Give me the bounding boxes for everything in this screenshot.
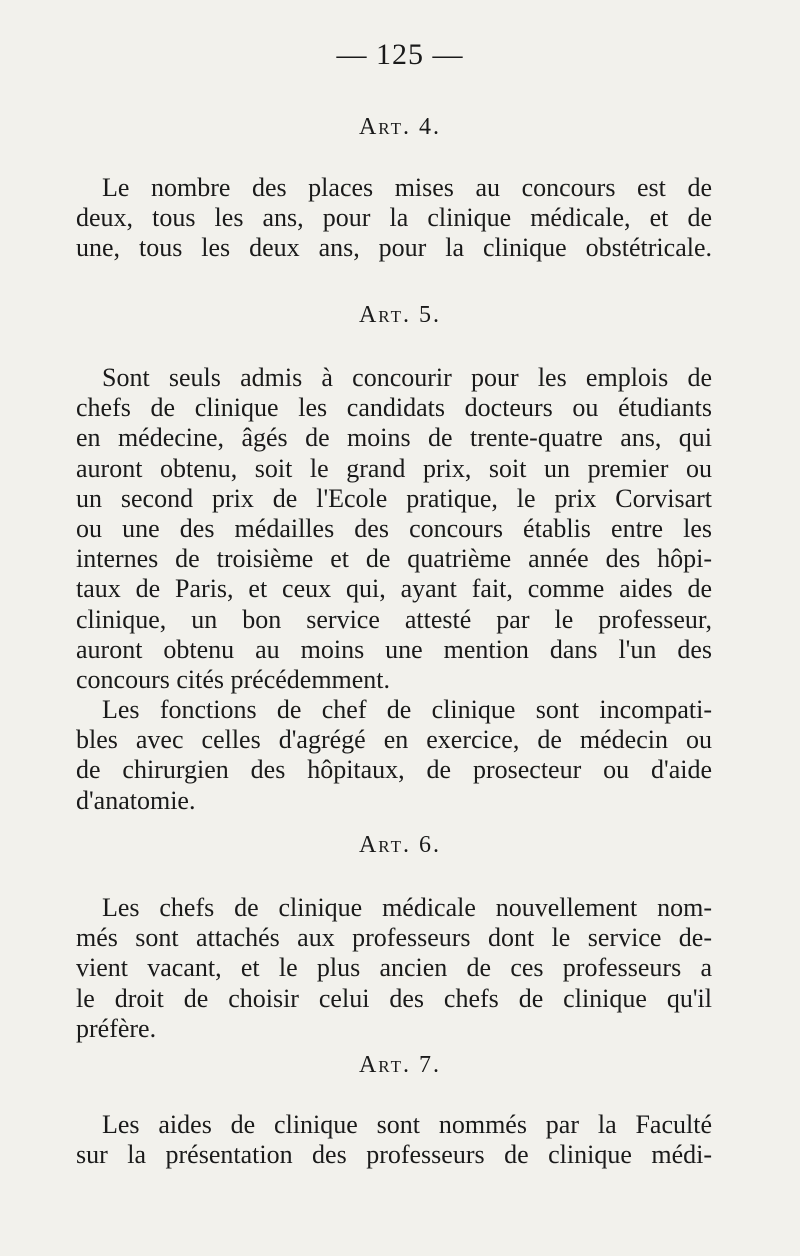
- article-6-heading: Art. 6.: [358, 832, 442, 858]
- text-line: en médecine, âgés de moins de trente-quatre ans, qui: [76, 423, 712, 453]
- text-line: deux, tous les ans, pour la clinique médicale, et de: [76, 203, 712, 233]
- text-line: auront obtenu, soit le grand prix, soit un premier ou: [76, 453, 712, 483]
- text-line: d'anatomie.: [76, 785, 196, 815]
- article-4-heading: Art. 4.: [358, 114, 442, 140]
- text-line: auront obtenu au moins une mention dans l'un des: [76, 634, 712, 664]
- text-line: Le nombre des places mises au concours est de: [102, 173, 712, 202]
- text-line: Les chefs de clinique médicale nouvellement nom-: [102, 893, 712, 922]
- text-line: le droit de choisir celui des chefs de clinique qu'il: [76, 983, 712, 1013]
- article-5-heading: Art. 5.: [358, 302, 442, 328]
- text-line: vient vacant, et le plus ancien de ces professeurs a: [76, 953, 712, 983]
- text-line: sur la présentation des professeurs de clinique médi-: [76, 1140, 712, 1170]
- text-line: concours cités précédemment.: [76, 664, 391, 694]
- text-line: de chirurgien des hôpitaux, de prosecteur ou d'aide: [76, 755, 712, 785]
- text-line: Les fonctions de chef de clinique sont incompati-: [102, 695, 712, 725]
- text-line: un second prix de l'Ecole pratique, le prix Corvisart: [76, 483, 712, 513]
- text-line: chefs de clinique les candidats docteurs ou étudiants: [76, 393, 712, 423]
- article-6-paragraph-1: [76, 893, 712, 1044]
- text-line: més sont attachés aux professeurs dont le service de-: [76, 923, 712, 953]
- text-line: internes de troisième et de quatrième année des hôpi-: [76, 544, 712, 574]
- text-line: ou une des médailles des concours établis entre les: [76, 513, 712, 543]
- text-line: bles avec celles d'agrégé en exercice, de médecin ou: [76, 725, 712, 755]
- text-line: clinique, un bon service attesté par le professeur,: [76, 604, 712, 634]
- article-5-paragraph-1: [76, 363, 712, 816]
- article-4-paragraph-1: [76, 173, 712, 264]
- text-line: une, tous les deux ans, pour la clinique obstétricale.: [76, 233, 712, 263]
- text-line: Les aides de clinique sont nommés par la Faculté: [102, 1110, 712, 1139]
- text-line: préfère.: [76, 1013, 157, 1043]
- text-line: taux de Paris, et ceux qui, ayant fait, comme aides de: [76, 574, 712, 604]
- article-7-paragraph-1: [76, 1110, 712, 1170]
- page-number: — 125 —: [336, 38, 464, 71]
- article-7-heading: Art. 7.: [358, 1052, 442, 1078]
- text-line: Sont seuls admis à concourir pour les emplois de: [102, 363, 712, 392]
